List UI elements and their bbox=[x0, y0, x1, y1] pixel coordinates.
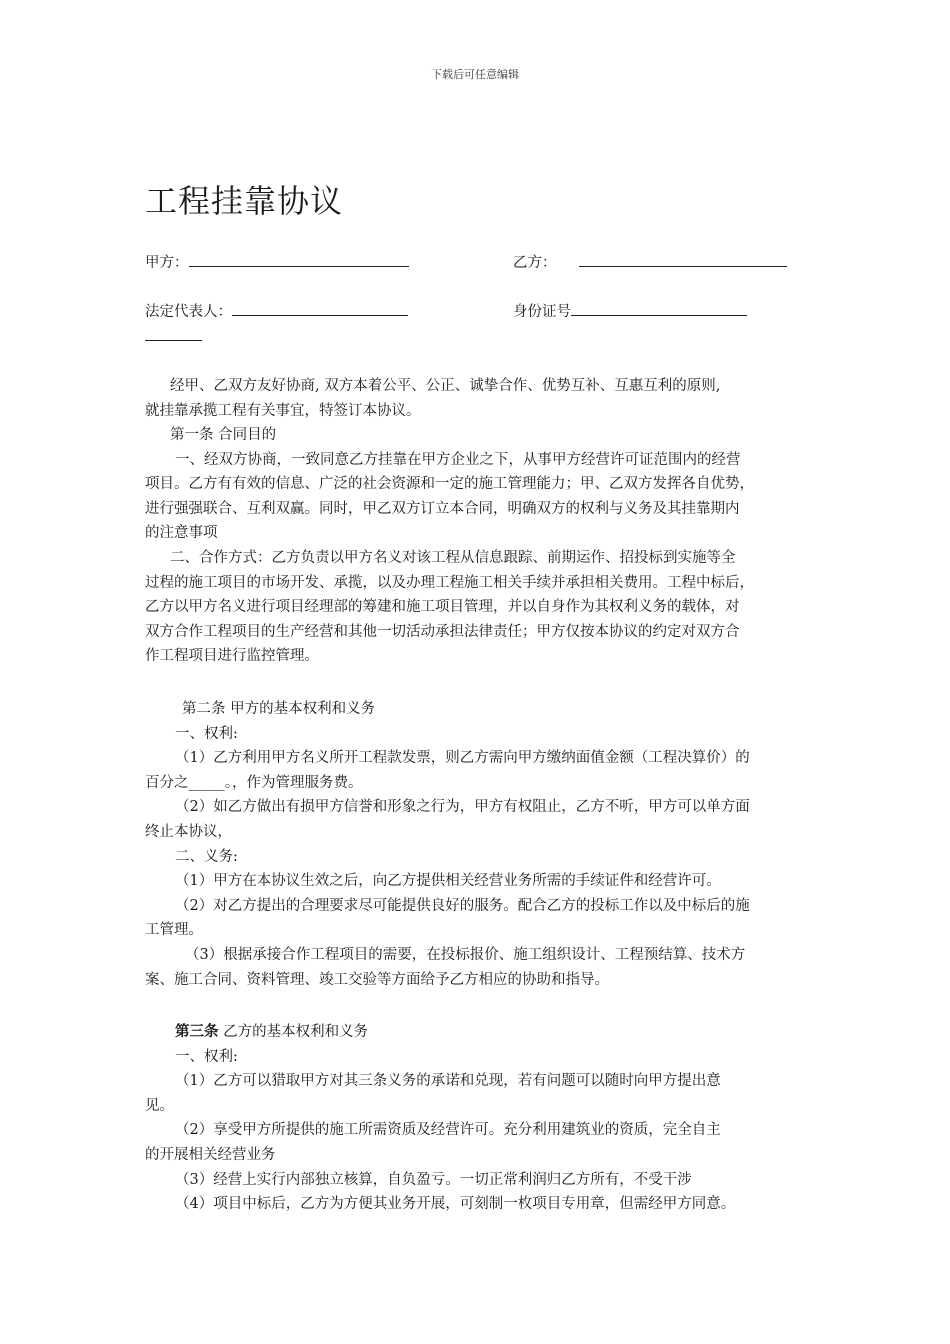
article-3-rights: 一、权利: bbox=[175, 1048, 238, 1065]
article-3-title-rest: 乙方的基本权利和义务 bbox=[218, 1024, 369, 1040]
party-b-line bbox=[513, 252, 787, 273]
article-line: （1）乙方可以猎取甲方对其三条义务的承诺和兑现，若有问题可以随时向甲方提出意 bbox=[175, 1073, 721, 1090]
legal-rep-blank[interactable] bbox=[232, 301, 408, 316]
article-line: 案、施工合同、资料管理、竣工交验等方面给予乙方相应的协助和指导。 bbox=[145, 971, 609, 988]
id-label: 身份证号 bbox=[513, 304, 571, 320]
article-line: 双方合作工程项目的生产经营和其他一切活动承担法律责任；甲方仅按本协议的约定对双方合 bbox=[145, 623, 740, 640]
article-line: （3）根据承接合作工程项目的需要，在投标报价、施工组织设计、工程预结算、技术方 bbox=[185, 946, 746, 963]
party-a-label: 甲方： bbox=[145, 255, 189, 271]
intro-line: 就挂靠承揽工程有关事宜，特签订本协议。 bbox=[145, 402, 421, 419]
article-line: （1）甲方在本协议生效之后，向乙方提供相关经营业务所需的手续证件和经营许可。 bbox=[175, 873, 721, 890]
party-b-blank[interactable] bbox=[579, 252, 787, 267]
article-line: 进行强强联合、互利双赢。同时，甲乙双方订立本合同，明确双方的权利与义务及其挂靠期内 bbox=[145, 500, 740, 517]
article-line: （2）如乙方做出有损甲方信誉和形象之行为，甲方有权阻止，乙方不听，甲方可以单方面 bbox=[175, 799, 750, 816]
article-2-duties: 二、义务: bbox=[175, 848, 238, 865]
article-2 bbox=[145, 697, 825, 992]
article-line: （2）对乙方提出的合理要求尽可能提供良好的服务。配合乙方的投标工作以及中标后的施 bbox=[175, 897, 750, 914]
id-blank[interactable] bbox=[571, 301, 747, 316]
id-blank-2[interactable] bbox=[145, 326, 202, 341]
article-line: 作工程项目进行监控管理。 bbox=[145, 648, 319, 665]
article-line: （3）经营上实行内部独立核算，自负盈亏。一切正常利润归乙方所有，不受干涉 bbox=[175, 1171, 692, 1188]
legal-rep-label: 法定代表人： bbox=[145, 304, 232, 320]
intro-line: 经甲、乙双方友好协商, 双方本着公平、公正、诚挚合作、优势互补、互惠互利的原则, bbox=[170, 378, 721, 394]
article-line: 的注意事项 bbox=[145, 525, 218, 542]
article-line: （4）项目中标后，乙方为方便其业务开展，可刻制一枚项目专用章，但需经甲方同意。 bbox=[175, 1196, 736, 1213]
article-line: 百分之_____。，作为管理服务费。 bbox=[145, 774, 363, 791]
document-title: 工程挂靠协议 bbox=[145, 182, 344, 220]
article-line: 见。 bbox=[145, 1097, 174, 1114]
article-3-title-bold: 第三条 bbox=[175, 1023, 219, 1040]
article-3 bbox=[145, 1020, 825, 1217]
article-2-rights: 一、权利: bbox=[175, 725, 238, 742]
article-1-title: 第一条 合同目的 bbox=[170, 427, 277, 443]
article-line: 的开展相关经营业务 bbox=[145, 1146, 276, 1163]
id-line bbox=[513, 301, 747, 322]
intro-paragraph bbox=[145, 374, 825, 423]
party-a-line bbox=[145, 252, 409, 273]
article-line: 二、合作方式：乙方负责以甲方名义对该工程从信息跟踪、前期运作、招投标到实施等全 bbox=[170, 549, 736, 566]
article-line: 一、经双方协商，一致同意乙方挂靠在甲方企业之下，从事甲方经营许可证范围内的经营 bbox=[175, 451, 741, 468]
legal-rep-line bbox=[145, 301, 408, 322]
article-line: （2）享受甲方所提供的施工所需资质及经营许可。充分利用建筑业的资质，完全自主 bbox=[175, 1122, 721, 1139]
article-1 bbox=[145, 423, 825, 669]
party-a-blank[interactable] bbox=[189, 252, 409, 267]
id-blank-continued bbox=[145, 326, 202, 347]
article-line: 工管理。 bbox=[145, 922, 203, 939]
article-3-title bbox=[145, 1020, 825, 1045]
article-line: 乙方以甲方名义进行项目经理部的筹建和施工项目管理，并以自身作为其权利义务的载体，对 bbox=[145, 599, 740, 616]
article-line: 项目。乙方有有效的信息、广泛的社会资源和一定的施工管理能力；甲、乙双方发挥各自优势， bbox=[145, 476, 754, 493]
article-line: 过程的施工项目的市场开发、承揽，以及办理工程施工相关手续并承担相关费用。工程中标后， bbox=[145, 574, 754, 591]
article-2-title: 第二条 甲方的基本权利和义务 bbox=[182, 701, 376, 717]
article-line: 终止本协议， bbox=[145, 823, 232, 840]
party-b-label: 乙方： bbox=[513, 255, 557, 271]
article-line: （1）乙方利用甲方名义所开工程款发票，则乙方需向甲方缴纳面值金额（工程决算价）的 bbox=[175, 750, 750, 767]
page-header: 下载后可任意编辑 bbox=[431, 68, 519, 81]
